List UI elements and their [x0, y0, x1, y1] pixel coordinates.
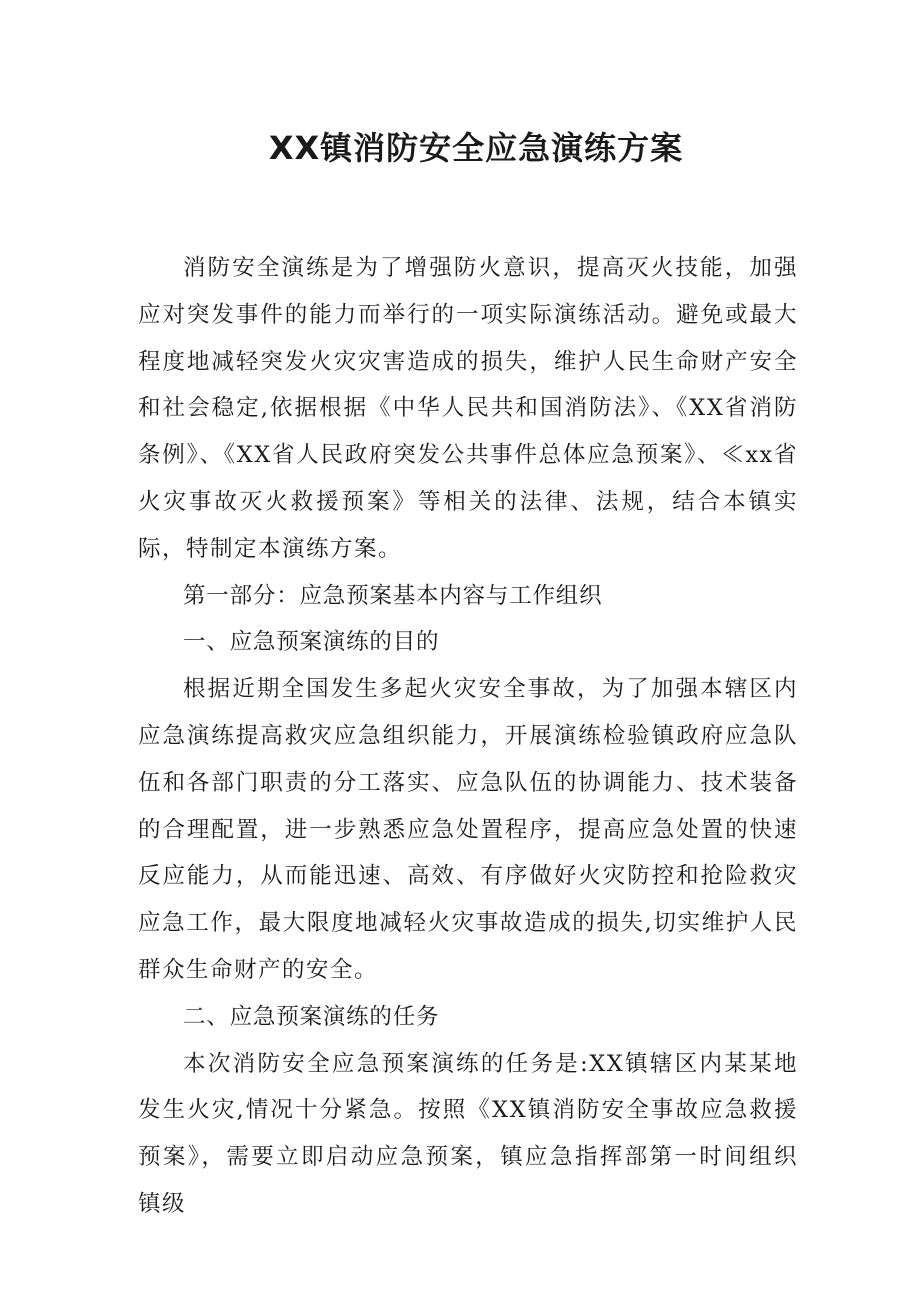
- part-one-heading: 第一部分：应急预案基本内容与工作组织: [183, 582, 603, 609]
- section-one-heading: 一、应急预案演练的目的: [183, 629, 440, 656]
- task-paragraph: 本次消防安全应急预案演练的任务是:XX镇辖区内某某地发生火灾,情况十分紧急。按照《XX镇消防安全事故应急救援预案》，需要立即启动应急预案，镇应急指挥部第一时间组织镇级: [138, 1050, 798, 1217]
- document-title: XX镇消防安全应急演练方案: [268, 129, 684, 167]
- purpose-paragraph: 根据近期全国发生多起火灾安全事故，为了加强本辖区内应急演练提高救灾应急组织能力，开展演练检验镇政府应急队伍和各部门职责的分工落实、应急队伍的协调能力、技术装备的合理配置，进一步熟悉应急处置程序，提高应急处置的快速反应能力，从而能迅速、高效、有序做好火灾防控和抢险救灾应急工作，最大限度地减轻火灾事故造成的损失,切实维护人民群众生命财产的安全。: [138, 676, 798, 983]
- document-body: [138, 245, 798, 1228]
- intro-paragraph: 消防安全演练是为了增强防火意识，提高灭火技能，加强应对突发事件的能力而举行的一项实际演练活动。避免或最大程度地减轻突发火灾灾害造成的损失，维护人民生命财产安全和社会稳定,依据根据《中华人民共和国消防法》、《XX省消防条例》、《XX省人民政府突发公共事件总体应急预案》、≪xx省火灾事故灭火救援预案》等相关的法律、法规，结合本镇实际，特制定本演练方案。: [138, 255, 798, 562]
- section-two-heading: 二、应急预案演练的任务: [183, 1003, 440, 1030]
